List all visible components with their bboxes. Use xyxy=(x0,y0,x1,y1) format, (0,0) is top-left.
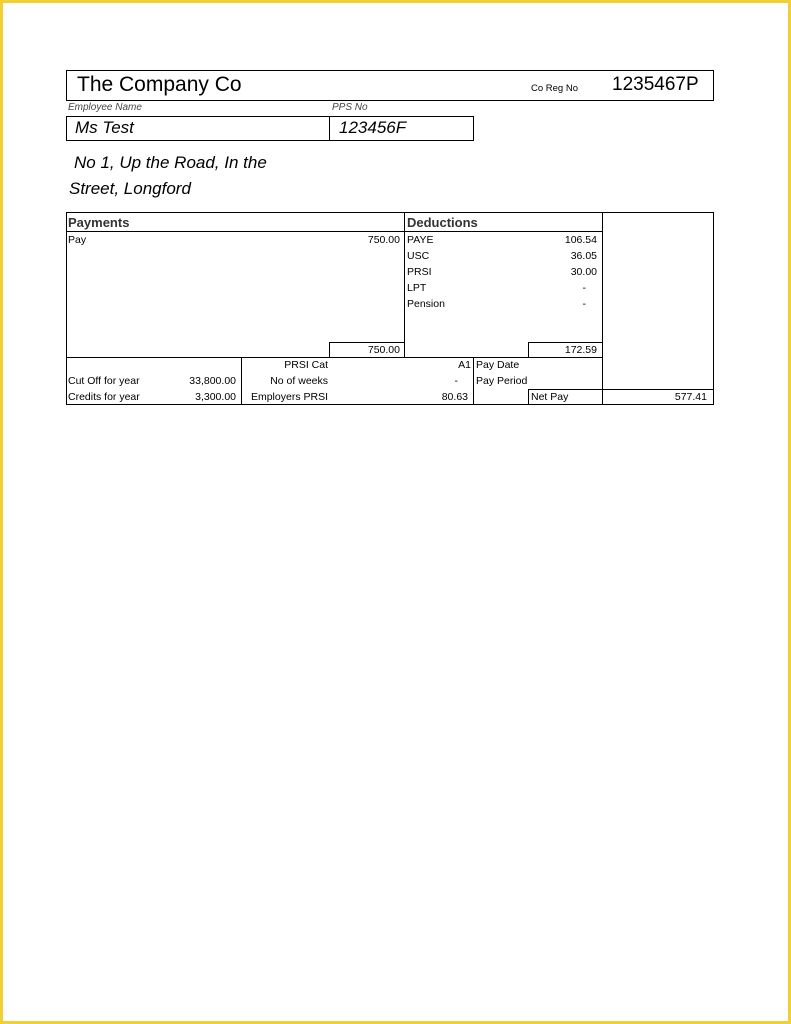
employers-prsi-label: Employers PRSI xyxy=(250,391,328,403)
weeks-value: - xyxy=(454,375,458,387)
deduction-amount: 106.54 xyxy=(564,234,597,246)
employee-name-label: Employee Name xyxy=(68,102,142,113)
net-pay-label: Net Pay xyxy=(531,391,569,403)
pps-label: PPS No xyxy=(332,102,368,113)
weeks-label: No of weeks xyxy=(270,375,328,387)
employers-prsi-value: 80.63 xyxy=(441,391,468,403)
credits-value: 3,300.00 xyxy=(195,391,236,403)
payments-heading: Payments xyxy=(68,215,130,230)
address-line-1: No 1, Up the Road, In the xyxy=(74,153,267,172)
deductions-heading: Deductions xyxy=(407,215,478,230)
deduction-amount: - xyxy=(582,298,586,310)
deduction-label: PRSI xyxy=(407,266,432,278)
net-pay-top-line xyxy=(602,389,714,390)
payment-amount: 750.00 xyxy=(367,234,400,246)
payments-total: 750.00 xyxy=(367,344,400,356)
deductions-right-divider xyxy=(602,212,603,405)
employee-name: Ms Test xyxy=(75,118,134,137)
pay-date-label: Pay Date xyxy=(476,359,520,371)
pps-number: 123456F xyxy=(339,118,407,137)
employee-box-divider xyxy=(329,116,330,141)
footer-divider-2 xyxy=(473,357,474,405)
credits-label: Credits for year xyxy=(68,391,140,403)
payments-deductions-divider xyxy=(404,212,405,357)
footer-divider-1 xyxy=(241,357,242,405)
deduction-label: USC xyxy=(407,250,430,262)
deduction-label: PAYE xyxy=(407,234,434,246)
address-line-2: Street, Longford xyxy=(69,179,191,198)
deduction-label: LPT xyxy=(407,282,427,294)
co-reg-label: Co Reg No xyxy=(531,83,578,94)
payment-label: Pay xyxy=(68,234,87,246)
deduction-label: Pension xyxy=(407,298,445,310)
net-pay-value: 577.41 xyxy=(674,391,707,403)
pay-period-label: Pay Period xyxy=(476,375,528,387)
deduction-amount: 36.05 xyxy=(570,250,597,262)
heading-underline xyxy=(66,231,603,232)
deduction-amount: 30.00 xyxy=(570,266,597,278)
cutoff-label: Cut Off for year xyxy=(68,375,140,387)
company-name: The Company Co xyxy=(77,73,242,96)
deductions-total: 172.59 xyxy=(564,344,597,356)
prsi-cat-value: A1 xyxy=(458,359,471,371)
co-reg-value: 1235467P xyxy=(612,74,699,95)
cutoff-value: 33,800.00 xyxy=(189,375,236,387)
prsi-cat-label: PRSI Cat xyxy=(284,359,328,371)
deduction-amount: - xyxy=(582,282,586,294)
